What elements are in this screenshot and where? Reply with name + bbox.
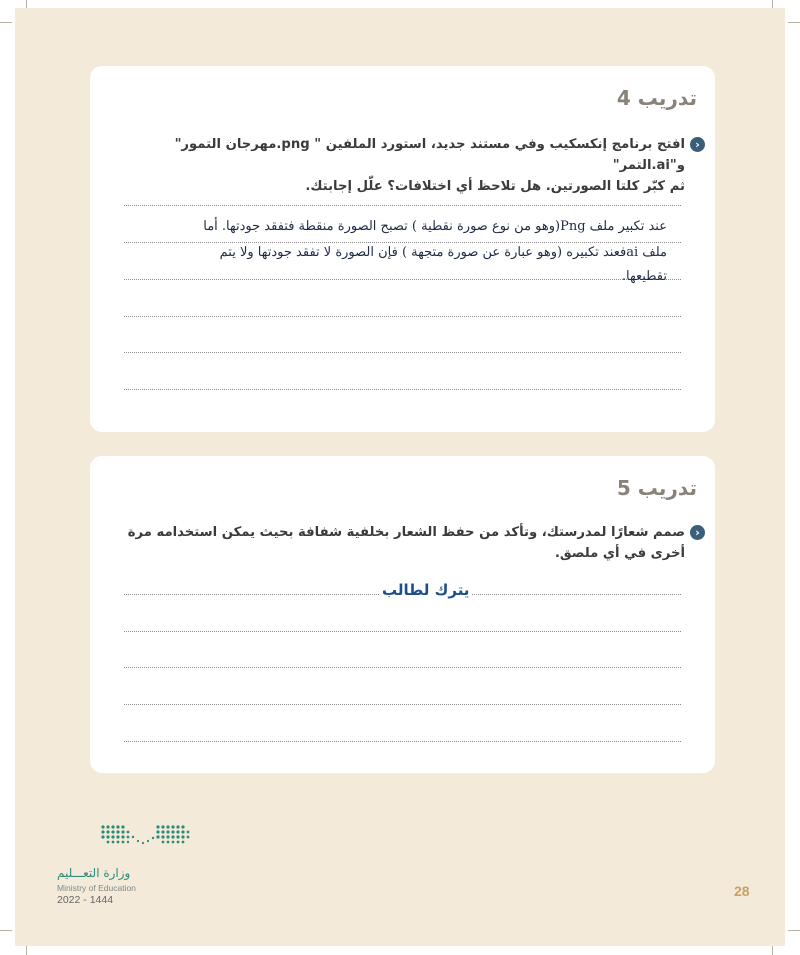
student-note: يترك لطالب [382, 581, 470, 599]
answer-line [124, 389, 681, 390]
answer-line [124, 205, 681, 206]
chevron-left-circle-icon: ‹ [690, 137, 705, 152]
exercise-4-question-line2: ثم كبّر كلتا الصورتين. هل تلاحظ أي اختلافات؟ علّل إجابتك. [305, 179, 685, 194]
chevron-left-circle-icon: ‹ [690, 525, 705, 540]
answer-text-line: ملف aiفعند تكبيره (وهو عبارة عن صورة متجهة ) فإن الصورة لا تفقد جودتها ولا يتم [219, 245, 667, 260]
exercise-5-title: تدريب 5 [616, 476, 697, 500]
answer-text-line: تقطيعها. [621, 269, 667, 284]
crop-mark [788, 22, 800, 23]
exercise-4-title: تدريب 4 [616, 86, 697, 110]
exercise-4-card [90, 66, 715, 432]
ministry-name-arabic: وزارة التعـــليم [57, 866, 131, 880]
exercise-4-question-line1: افتح برنامج إنكسكيب وفي مستند جديد، استورد الملفين " png.مهرجان التمور" و"ai.التمر" [174, 137, 685, 173]
crop-mark [0, 22, 12, 23]
exercise-4-answer [147, 212, 667, 292]
page-number: 28 [734, 883, 750, 899]
crop-mark [0, 930, 12, 931]
answer-line [124, 352, 681, 353]
ministry-name-english: Ministry of Education [57, 883, 136, 893]
answer-line [124, 704, 681, 705]
answer-line [124, 316, 681, 317]
exercise-4-question [125, 134, 700, 197]
ministry-logo-icon [100, 823, 190, 851]
exercise-5-question [125, 522, 700, 564]
edition-year: 2022 - 1444 [57, 894, 114, 906]
answer-text-line: عند تكبير ملف Png(وهو من نوع صورة نقطية ) تصبح الصورة منقطة فتفقد جودتها. أما [203, 219, 667, 234]
answer-line [124, 631, 681, 632]
exercise-5-question-line1: صمم شعارًا لمدرستك، وتأكد من حفظ الشعار بخلفية شفافة بحيث يمكن استخدامه مرة [127, 525, 685, 540]
exercise-5-question-line2: أخرى في أي ملصق. [554, 546, 685, 561]
answer-line [124, 741, 681, 742]
answer-line [124, 667, 681, 668]
crop-mark [788, 930, 800, 931]
exercise-5-card [90, 456, 715, 773]
